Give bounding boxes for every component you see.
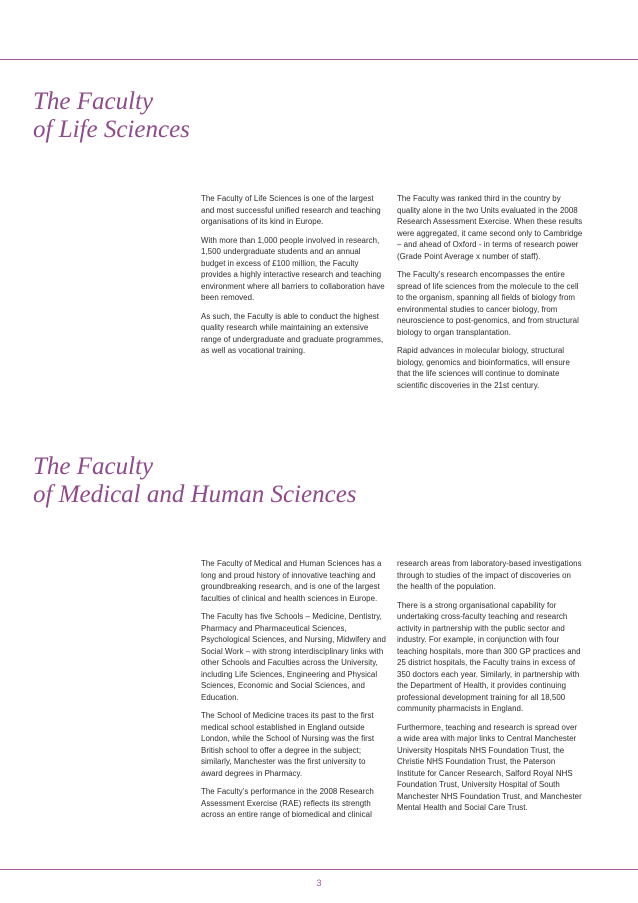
paragraph: research areas from laboratory-based investigations through to studies of the impact of discoveries on the health of the population. — [397, 559, 582, 591]
title-line-1: The Faculty — [33, 453, 154, 480]
medical-sciences-right-column — [397, 558, 583, 821]
title-line-2: of Medical and Human Sciences — [33, 481, 357, 508]
paragraph: The Faculty was ranked third in the country by quality alone in the two Units evaluated in the 2008 Research Assessment Exercise. When these results were aggregated, it came second only to Cambridge – and ahead of Oxford - in terms of research power (Grade Point Average x number of staff). — [397, 194, 583, 261]
section-title-medical-human-sciences — [33, 453, 357, 509]
paragraph: As such, the Faculty is able to conduct the highest quality research while maintaining an extensive range of undergraduate and graduate programmes, as well as vocational training. — [201, 311, 384, 355]
paragraph: With more than 1,000 people involved in research, 1,500 undergraduate students and an annual budget in excess of £100 million, the Faculty provides a highly interactive research and teaching environment where all barriers to collaboration have been removed. — [201, 235, 385, 302]
life-sciences-right-column — [397, 193, 583, 398]
paragraph: The Faculty has five Schools – Medicine, Dentistry, Pharmacy and Pharmaceutical Sciences, Psychological Sciences, and Nursing, Midwifery and Social Work – with strong interdisciplinary links with other Schools and Faculties across the University, including Life Sciences, Engineering and Physical Sciences, Economic and Social Sciences, and Education. — [201, 612, 386, 702]
top-rule — [0, 59, 638, 60]
bottom-rule — [0, 869, 638, 870]
paragraph: Furthermore, teaching and research is spread over a wide area with major links to Central Manchester University Hospitals NHS Foundation Trust, the Christie NHS Foundation Trust, the Paterson Institute for Cancer Research, Salford Royal NHS Foundation Trust, University Hospital of South Manchester NHS Foundation Trust, and Manchester Mental Health and Social Care Trust. — [397, 722, 582, 812]
section-title-life-sciences — [33, 88, 190, 144]
title-line-2: of Life Sciences — [33, 116, 190, 143]
paragraph: The School of Medicine traces its past to the first medical school established in England outside London, while the School of Nursing was the first British school to offer a degree in the subject; similarly, Manchester was the first university to award degrees in Pharmacy. — [201, 711, 375, 778]
medical-sciences-left-column — [201, 558, 387, 828]
page-number: 3 — [316, 878, 322, 888]
paragraph: The Faculty’s performance in the 2008 Research Assessment Exercise (RAE) reflects its strength across an entire range of biomedical and clinical — [201, 787, 374, 819]
title-line-1: The Faculty — [33, 88, 154, 115]
paragraph: The Faculty’s research encompasses the entire spread of life sciences from the molecule to the cell to the organism, spanning all fields of biology from environmental studies to cancer biology, from neuroscience to post-genomics, and from structural biology to organ transplantation. — [397, 270, 579, 337]
paragraph: There is a strong organisational capability for undertaking cross-faculty teaching and research activity in partnership with the public sector and industry. For example, in conjunction with four teaching hospitals, more than 300 GP practices and 25 district hospitals, the Faculty trains in excess of 350 doctors each year. Similarly, in partnership with the Department of Health, it provides continuing professional development training for all 18,500 community pharmacists in England. — [397, 600, 581, 713]
paragraph: Rapid advances in molecular biology, structural biology, genomics and bioinformatics, will ensure that the life sciences will continue to dominate scientific discoveries in the 21st century. — [397, 346, 570, 390]
paragraph: The Faculty of Life Sciences is one of the largest and most successful unified research and teaching organisations of its kind in Europe. — [201, 194, 381, 226]
life-sciences-left-column — [201, 193, 387, 364]
paragraph: The Faculty of Medical and Human Sciences has a long and proud history of innovative teaching and groundbreaking research, and is one of the largest faculties of clinical and health sciences in Europe. — [201, 559, 382, 603]
